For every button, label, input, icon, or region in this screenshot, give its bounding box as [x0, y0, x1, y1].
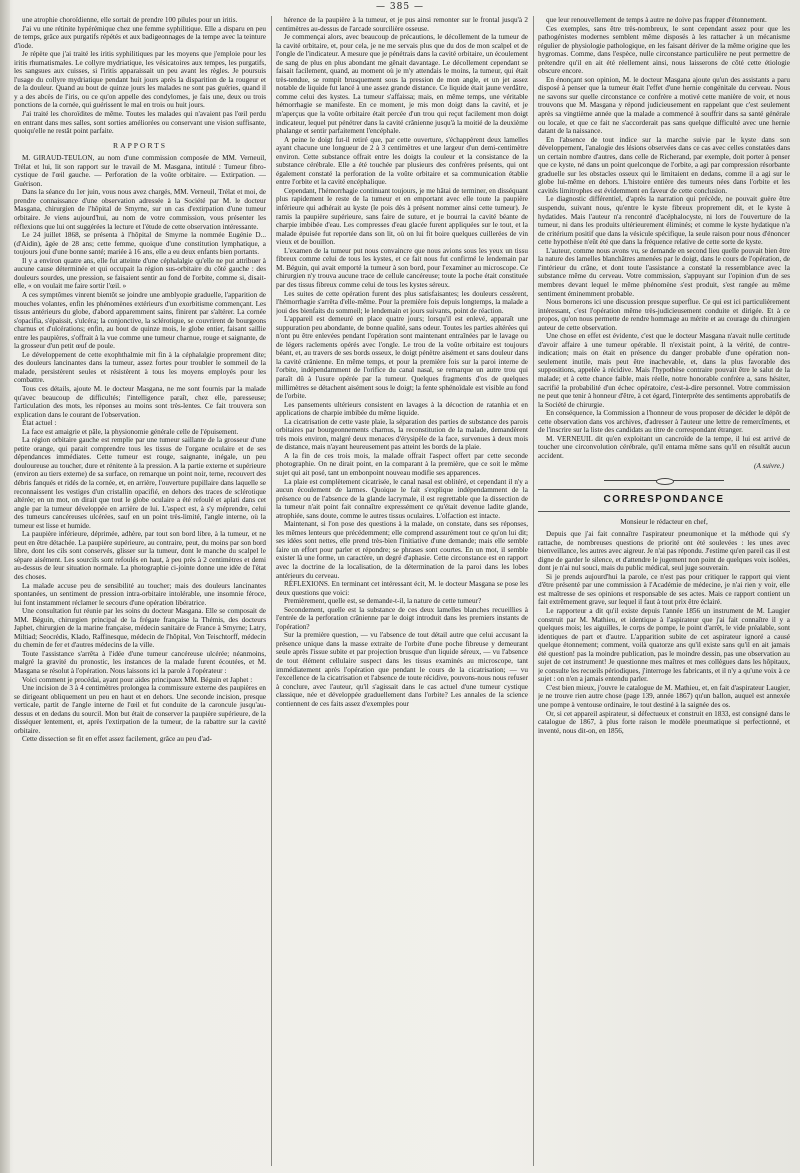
- column-3: [538, 16, 790, 1166]
- paragraph: L'auteur, comme nous avons vu, se demande en second lieu quelle pouvait bien être la nature des lamelles blanchâtres amenées par le doigt, dans le cours de l'opération, de l'intérieur du crâne, et dont toute l'assistance a constaté la ressemblance avec la substance même du cerveau. Votre commission, s'appuyant sur l'opinion d'un de ses membres devant lequel le même phénomène s'est produit, s'est rangée au même sentiment éminemment probable.: [538, 246, 790, 298]
- paragraph: Cette dissection se fit en effet assez facilement, grâce au peu d'ad-: [22, 735, 212, 744]
- paragraph: hérence de la paupière à la tumeur, et je pus ainsi remonter sur le frontal jusqu'à 2 centimètres au-dessus de l'arcade sourcilière osseuse.: [276, 16, 528, 33]
- paragraph: une atrophie choroïdienne, elle sortait de prendre 100 pilules pour un iritis.: [22, 16, 238, 24]
- paragraph: Les suites de cette opération furent des plus satisfaisantes; les douleurs cessèrent, l'hémorrhagie s'arrêta d'elle-même. Pour la première fois depuis longtemps, la malade a joui des bienfaits du sommeil; le lendemain et jours suivants, point de réaction.: [276, 289, 528, 315]
- paragraph: Voici comment je procédai, ayant pour aides principaux MM. Béguin et Japhet :: [22, 675, 253, 684]
- paragraph: Maintenant, si l'on pose des questions à la malade, on constate, dans ses réponses, les mêmes lenteurs que précédemment; elle comprend assurément tout ce qu'on lui dit; ses idées sont nettes, elle prend très-bien l'initiative d'une demande; mais elle semble faire un effort pour parler et répondre; se phrases sont courtes. En un mot, il semble exister là une forme, un caractère, un degré d'aphasie. Cette circonstance est en rapport avec la doctrine de la localisation, de la détermination de la paroi dans les lobes antérieurs du cerveau.: [276, 520, 528, 580]
- column-2-body: [276, 16, 528, 708]
- paragraph: A peine le doigt fut-il retiré que, par cette ouverture, s'échappèrent deux lamelles ayant chacune une longueur de 2 à 3 centimètres et une largeur d'un demi-centimètre environ. Cette substance offrait entre les doigts la couleur et la consistance de la substance cérébrale. Elle a été touchée par plusieurs des confrères présents, qui ont également constaté la perforation de la voûte orbitaire et sa communication établie entre l'orbite et la cavité encéphalique.: [276, 135, 528, 187]
- paragraph: Cependant, l'hémorrhagie continuant toujours, je me hâtai de terminer, en disséquant plus rapidement le reste de la tumeur et en emportant avec elle toute la paupière inférieure qui adhérait au kyste (le pois dès à présent nommer ainsi cette tumeur). Je ramis la paupière supérieure, sans faire de suture, et je bourrai la cavité béante de charpie imbibée d'eau. Les compresses d'eau glacée furent appliquées sur le tout, et la malade épuisée fut reportée dans son lit, où on lui fit boire quelques cuillerées de vin vieux et de bouillon.: [276, 186, 528, 247]
- paragraph: Toute l'assistance s'arrêta à l'idée d'une tumeur cancéreuse ulcérée; néanmoins, malgré la gravité du pronostic, les instances de la malade furent écoutées, et M. Masgana se résolut à l'opération. Nous laissons ici la parole à l'opérateur :: [14, 649, 266, 676]
- column-1: [14, 16, 266, 1166]
- paragraph: Le développement de cette exophthalmie mit fin à la céphalalgie proprement dite; des douleurs lancinantes dans la tumeur, assez fortes pour troubler le sommeil de la malade, persistèrent seules et résistèrent à tous les moyens employés pour les combattre.: [14, 350, 266, 385]
- paragraph: La face est amaigrie et pâle, la physionomie générale celle de l'épuisement.: [22, 427, 239, 436]
- page-number: — 385 —: [376, 2, 424, 12]
- ornamental-divider: [604, 478, 724, 484]
- paragraph: En l'absence de tout indice sur la marche suivie par le kyste dans son développement, l'analogie des lésions observées dans ce cas avec celles constatées dans un certain nombre d'autres, dans celle de Richerand, par exemple, doit porter à penser que ce kyste, né dans un point quelconque de l'orbite, a agi par compression résorbante graduelle sur les obstacles osseux qui le limitaient en dedans, comme il a agi sur le globe lui-même en dehors. L'histoire entière des tumeurs nées dans l'orbite et les cavités limitrophes est évidemment en faveur de cette conclusion.: [538, 135, 790, 195]
- paragraph: RÉFLEXIONS. En terminant cet intéressant écit, M. le docteur Masgana se pose les deux questions que voici:: [276, 580, 528, 597]
- paragraph: J'ai vu une rétinite hypérémique chez une femme syphilitique. Elle a disparu en peu de temps, grâce aux purgatifs répétés et aux badigeonnages de la tempe avec la teinture d'iode.: [14, 24, 266, 50]
- to-be-continued: (A suivre.): [754, 462, 784, 471]
- letter-greeting: Monsieur le rédacteur en chef,: [620, 517, 708, 526]
- text-columns: [14, 16, 792, 1166]
- paragraph: Ces exemples, sans être très-nombreux, le sont cependant assez pour que les pathogénistes modernes semblent même disposés à les rattacher à un mécanisme régulier de physiologie pathologique, en les faisant dériver de la même origine que les hygromas. Comme, dans l'espèce, nulle circonstance particulière ne peut permettre de prétendre qu'il en ait été réellement ainsi, nous laisserons de côté cette étiologie obscure encore.: [538, 24, 790, 76]
- paragraph: Il y a environ quatre ans, elle fut atteinte d'une céphalalgie qu'elle ne put attribuer à aucune cause déterminée et qui occupait la région sus-orbitaire du côté gauche : des douleurs sourdes, une pression, se faisaient sentir au fond de l'orbite, comme si, disait-elle, « on voulait me faire sortir l'œil. »: [14, 256, 266, 291]
- paragraph: Je répète que j'ai traité les iritis syphilitiques par les moyens que j'emploie pour les iritis rhumatismales. Le collyre mydriatique, les vésicatoires aux tempes, les purgatifs, les sangsues aux cuisses, si l'iritis apparaissait un peu avant les règles. Je poursuis l'usage du collyre mydriatique pendant huit jours après la disparition de la rougeur et de la douleur. Quand au bout de quinze jours les malades ne sont pas guéries, quand il y a des abcès de l'iris, ou ce qu'on appelle des condylomes, je fais une, deux ou trois ponctions de la cornée, qui guérissent le mal en trois ou huit jours.: [14, 50, 266, 110]
- paragraph: L'appareil est demeuré en place quatre jours; lorsqu'il est enlevé, apparaît une suppuration peu abondante, de bonne qualité, sans odeur. Toutes les parties altérées qui n'ont pu être enlevées pendant l'opération sont maintenant entraînées par le lavage ou de légers raclements opérés avec l'ongle. Le trou de la voûte orbitaire est toujours béant, et, au travers de ses bords osseux, le doigt pénètre aisément et sans douleur dans la cavité crânienne. En même temps, et pour la première fois sur la paroi interne de l'orbite, indépendamment de l'orifice du canal nasal, se remarque un autre trou qui paraît dû à l'usure opérée par la tumeur. Quelques fragments d'os de quelques millimètres se détachent aisément sous le doigt; la fente sphénoïdale est visible au fond de l'orbite.: [276, 315, 528, 401]
- paragraph: La malade accuse peu de sensibilité au toucher; mais des douleurs lancinantes spontanées, un sentiment de pression intra-orbitaire intolérable, une insomnie féroce, lui font instamment réclamer le secours d'une opération libératrice.: [14, 581, 266, 607]
- paragraph: Le diagnostic différentiel, d'après la narration qui précède, ne pouvait guère être suspendu, suivant nous, qu'entre le kyste fibreux proprement dit, et le kyste à hydatides. Mais l'auteur n'a rencontré d'acéphalocyste, ni lors de l'ouverture de la tumeur, ni dans les produits ultérieurement éliminés; et comme le kyste hydatique n'a de critérium positif que dans la vésicule spécifique, la seule raison pour nous d'énoncer cette hypothèse n'eût été que dans la fréquence relative de cette sorte de kyste.: [538, 195, 790, 247]
- paragraph: La région orbitaire gauche est remplie par une tumeur saillante de la grosseur d'une petite orange, qui parait comprendre tous les tissus de l'organe oculaire et de ses dépendances immédiates. Cette tumeur est rouge, saignante, inégale, un peu douloureuse au toucher, dure et rénitente à la pression. A la partie externe et supérieure (environ au tiers externe) de sa surface, on remarque un point noir, terne, recouvert des débris fanqués et ridés de la cornée, et, en arrière, l'ouverture pupillaire dans laquelle se reconnaissent les vestiges d'un cristallin opacifié, en dehors des traces de sclérotique altérée; en un mot, on dirait que tout le globe oculaire a été refoulé et aplati dans cet angle par la tumeur développée en arrière de lui. L'aspect est, à s'y méprendre, celui des tumeurs cancéreuses ulcérées, sauf en un point très-limité, l'angle interne, où la tumeur est lisse et humide.: [14, 436, 266, 530]
- paragraph: Secondement, quelle est la substance de ces deux lamelles blanches recueillies à l'entrée de la perforation crânienne par le doigt introduit dans les premiers instants de l'opération?: [276, 605, 528, 631]
- paragraph: Je commençai alors, avec beaucoup de précautions, le décollement de la tumeur de la cavité orbitaire, et, pour cela, je ne me servais plus que du dos de mon scalpel et de l'ongle de l'indicateur. A mesure que je pénétrais dans la cavité orbitaire, un écoulement de sang de plus en plus abondant me gênait davantage. Le décollement cependant se faisait facilement, quand, au moment où je m'y attendais le moins, la tumeur, qui était très-tendue, se rompit brusquement sous la pression de mon angle, et un jet assez notable de liquide fut lancé à une assez grande distance. Ce liquide était jaune verdâtre, comme celui des kystes. La tumeur s'affaissa; mais, en même temps, une véritable hémorrhagie se manifeste. En ce moment, je mis mon doigt dans la cavité, et je m'aperçus que la voûte orbitaire était percée d'un trou qui reçut facilement mon doigt indicateur, lequel put pénétrer dans la cavité crânienne jusqu'à la moitié de la deuxième phalange et sentir parfaitement l'encéphale.: [276, 33, 528, 136]
- paragraph: Une consultation fut réunie par les soins du docteur Masgana. Elle se composait de MM. Béguin, chirurgien principal de la frégate française la Thémis, des docteurs Japhet, chirurgien de la marine française, médecin sanitaire de France à Smyrne; Latry, Miltiad; Seocrédis, Klado, Raffinesque, médecin de l'hôpital, Von Teischtorff, médecin du chemin de fer et d'autres médecins de la ville.: [14, 607, 266, 650]
- section-rule: [538, 489, 790, 490]
- paragraph: La plaie est complètement cicatrisée, le canal nasal est oblitéré, et cependant il n'y a aucun écoulement de larmes. Quoique le fait s'explique indépendamment de la présence ou de l'absence de la glande lacrymale, il est regrettable que la dissection de la tumeur n'ait point fait connaître expressément ce qu'était devenue ladite glande, atrophiée, sans doute, comme le autres tissus oculaires. L'olfaction est intacte.: [276, 477, 528, 520]
- rapports-heading: RAPPORTS: [113, 140, 167, 150]
- paragraph: Premièrement, quelle est, se demande-t-il, la nature de cette tumeur?: [284, 597, 482, 606]
- paragraph: M. GIRAUD-TEULON, au nom d'une commission composée de MM. Verneuil, Trélat et lui, lit son rapport sur le travail de M. Masgana, intitulé : Tumeur fibro-cystique de l'œil gauche. — Perforation de la voûte orbitaire. — Extirpation. — Guérison.: [14, 154, 266, 188]
- page-binding-edge: [0, 0, 10, 1173]
- paragraph: Si je prends aujourd'hui la parole, ce n'est pas pour critiquer le rapport qui vient d'être présenté par une commission à l'Académie de médecine, je n'ai rien y voir, elle est maîtresse de ses opinions et responsable de ses actes. Mais ce rapport contient un fait extrêmement grave, sur lequel il faut à tout prix être éclairé.: [538, 572, 790, 607]
- paragraph: Depuis que j'ai fait connaître l'aspirateur pneumonique et la méthode qui s'y rattache, de nombreuses questions de priorité ont été soulevées : les unes avec bienveillance, les autres avec aigreur. Je n'ai pas répondu. J'estime qu'en pareil cas il est digne de garder le silence, et d'attendre le jugement non point de quelques voix isolées, dont je n'ai nul souci, mais du public médical, seul juge souverain.: [538, 530, 790, 573]
- paragraph: Le rapporteur a dit qu'il existe depuis l'année 1856 un instrument de M. Laugier construit par M. Mathieu, et identique à l'aspirateur que j'ai fait connaître il y a quelques mois; les aiguilles, le corps de pompe, le point d'arrêt, le vide préalable, sont identiques de part et d'autre. L'apparition subite de cet aspirateur ignoré a causé quelque étonnement; comment, voilà quatorze ans qu'il existe sans qu'il en ait jamais été question! pas la moindre publication, pas le moindre dessin, pas une observation au sujet de cet instrument! Je questionne mes maîtres et mes collègues dans les hôpitaux, je consulte les recueils périodiques, j'interroge les fabricants, et il n'y a qu'une voix à ce sujet : on n'en a jamais entendu parler.: [538, 607, 790, 684]
- paragraph: J'ai traité les choroïdites de même. Toutes les malades qui n'avaient pas l'œil perdu en entrant dans mes salles, sont sorties améliorées ou conservant une vision suffisante, quoiqu'elle ne restât point parfaite.: [14, 110, 266, 136]
- paragraph: Les pansements ultérieurs consistent en lavages à la décoction de ratanhia et en applications de charpie imbibée du même liquide.: [276, 400, 528, 418]
- column-3-body: [538, 16, 790, 460]
- column-1-intro: [14, 16, 266, 136]
- column-divider: [271, 16, 272, 1166]
- paragraph: Dans la séance du 1er juin, vous nous avez chargés, MM. Verneuil, Trélat et moi, de prendre connaissance d'une observation adressée à la Société par M. le docteur Masgana, chirurgien de l'hôpital de Smyrne, sur un cas d'extirpation d'une tumeur orbitaire. Je viens aujourd'hui, au nom de votre commission, vous présenter les réflexions que lui ont suggérées la lecture et l'étude de cette observation intéressante.: [14, 188, 266, 231]
- column-divider: [533, 16, 534, 1166]
- paragraph: A ces symptômes vinrent bientôt se joindre une amblyopie graduelle, l'apparition de mouches volantes, enfin les phénomènes extérieurs d'un exorbitisme commençant. Les tissus antérieurs du globe, d'abord apparemment sains, finirent par s'altérer. La cornée s'opacifia, s'épaissit, s'ulcéra; la conjonctive, la sclérotique, se couvrirent de bourgeons charnus et d'ulcérations; enfin, au bout de quinze mois, le globe entier, faisant saillie entre les paupières, s'offrait à la vue comme une tumeur charnue, rouge et saignante, de la grosseur d'un petit œuf de poule.: [14, 290, 266, 351]
- paragraph: La cicatrisation de cette vaste plaie, la séparation des parties de substance des parois orbitaires par bourgeonnements charnus, la reconstitution de la malade, demandèrent très mois environ, malgré deux menaces d'érysipèle de la face, survenues à deux mois de distance, mais n'ayant heureusement pas atteint les bords de la plaie.: [276, 417, 528, 452]
- paragraph: Or, si cet appareil aspirateur, si défectueux et construit en 1833, est consigné dans le catalogue de 1867, à plus forte raison le modèle pneumatique si perfectionné, et inventé, nous dit-on, en 1856,: [538, 709, 790, 735]
- rapports-body: [14, 154, 266, 744]
- paragraph: Tous ces détails, ajoute M. le docteur Masgana, ne me sont fournis par la malade qu'avec beaucoup de difficultés; l'intelligence paraît, chez elle, paresseuse; l'articulation des mots, les réponses au moins sont très-lentes. Ce fait trouvera son explication dans le courant de l'observation.: [14, 384, 266, 419]
- paragraph: Le 24 juillet 1868, se présenta à l'hôpital de Smyrne la nommée Eugénie D... (d'Aidin), âgée de 28 ans; cette femme, quoique d'une constitution lymphatique, a toujours joui d'une bonne santé; mariée à 16 ans, elle a eu deux enfants bien portants.: [14, 231, 266, 257]
- paragraph: La paupière inférieure, déprimée, adhère, par tout son bord libre, à la tumeur, et ne peut en être détachée. La paupière supérieure, au contraire, peut, du moins par son bord libre, dont les cils sont conservés, glisser sur la tumeur, dont le manche du scalpel le sépare aisément. Les sourcils sont refoulés en haut, à peu près à 2 centimètres et demi au-dessus de leur situation normale. La photographie ci-jointe donne une idée de l'état des choses.: [14, 530, 266, 581]
- paragraph: Sur la première question, — vu l'absence de tout détail autre que celui accusant la présence unique dans la masse extraite de l'orbite d'une poche fibreuse y demeurant seule après l'issue subite et par projection brusque d'un liquide séreux, — vu l'absence de tout élément cellulaire suspect dans les tissus examinés au microscope, tant immédiatement après l'opération que pendant le cours de la cicatrisation; — vu l'excellence de la cicatrisation et l'absence de toute récidive, pouvons-nous nous refuser à conclure, avec l'auteur, qu'il s'agissait dans le cas actuel d'une tumeur cystique classique, née et développée graduellement dans l'orbite? Les annales de la science contiennent de ces faits assez d'exemples pour: [276, 631, 528, 708]
- paragraph: Nous bornerons ici une discussion presque superflue. Ce qui est ici particulièrement intéressant, c'est l'opération même très-judicieusement conduite et dirigée. Et à ce propos, qu'on nous permette de rendre hommage au mérite et au courage du chirurgien auteur de cette observation.: [538, 298, 790, 332]
- correspondance-heading: CORRESPONDANCE: [603, 493, 725, 505]
- paragraph: État actuel :: [22, 419, 57, 428]
- letter-body: [538, 530, 790, 735]
- paragraph: Une chose en effet est évidente, c'est que le docteur Masgana n'avait nulle certitude d'avoir affaire à une tumeur opérable. Il n'existait point, à la vérité, de contre-indication; mais on était en présence du danger probable d'une opération non-seulement inutile, mais peut être inachevable, et, dans la plus favorable des suppositions, appelée à récidive. Mais l'hypothèse contraire pouvait être le salut de la malade; et à cette chance faible, mais réelle, notre honorable confrère a, sans hésiter, sacrifié la probabilité d'un échec opératoire, c'est-à-dire personnel. Votre commission ne peut que tenir à honneur d'être, à cet égard, l'interprète des sentiments approbatifs de la Société de chirurgie.: [538, 332, 790, 409]
- paragraph: M. VERNEUIL dit qu'en exploitant un cancroïde de la tempe, il lui est arrivé de toucher une circonvolution cérébrale, qu'il entama même sans qu'il en résultât aucun accident.: [538, 434, 790, 460]
- paragraph: C'est bien mieux, j'ouvre le catalogue de M. Mathieu, et, en fait d'aspirateur Laugier, je ne trouve rien autre chose (page 139, année 1867) qu'un ballon, auquel est annexée une pompe à ventouse ordinaire, le tout destiné à la saignée des os.: [538, 683, 790, 710]
- paragraph: En conséquence, la Commission a l'honneur de vous proposer de décider le dépôt de cette observation dans vos archives, d'adresser à l'auteur une lettre de remercîments, et de l'inscrire sur la liste des candidats au titre de correspondant étranger.: [538, 409, 790, 435]
- column-2: [276, 16, 528, 1166]
- paragraph: Une incision de 3 à 4 centimètres prolongea la commissure externe des paupières en se dirigeant obliquement un peu en haut et en dehors. Une seconde incision, presque verticale, partit de l'angle interne de l'œil et fut conduite de la caroncule jusqu'au-dessus et en dedans du sourcil. Mon but était de conserver la paupière supérieure, de la disséquer lentement, et, après l'extirpation de la tumeur, de la rabattre sur la cavité orbitaire.: [14, 684, 266, 735]
- paragraph: que leur renouvellement de temps à autre ne doive pas frapper d'étonnement.: [546, 16, 767, 24]
- paragraph: L'examen de la tumeur put nous convaincre que nous avions sous les yeux un tissu fibreux comme celui de tous les kystes, et ce fait nous fut confirmé le lendemain par M. Béguin, qui avait emporté la tumeur à son bord, pour l'examiner au microscope. Ce chirurgien n'y trouva aucune trace de cellule cancéreuse; toute la poche était constituée par des tissus fibreux comme celui de tous les kystes séreux.: [276, 246, 528, 289]
- paragraph: A la fin de ces trois mois, la malade offrait l'aspect offert par cette seconde photographie. On ne dirait point, en la comparant à la première, que ce soit le même sujet qui ait posé, tant un embonpoint nouveau modifie ses apparences.: [276, 451, 528, 477]
- paragraph: En énonçant son opinion, M. le docteur Masgana ajoute qu'un des assistants a paru disposé à penser que la tumeur était l'effet d'une hernie congénitale du cerveau. Nous ne savons sur quelle circonstance ce confrère a motivé cette manière de voir, et nous trouvons que M. Masgana y répond judicieusement en rappelant que c'est seulement après sa vingtième année que la malade a commencé à souffrir dans sa santé générale ou locale, et que ce fait ne s'accorderait pas sans quelque difficulté avec une hernie datant de la naissance.: [538, 75, 790, 136]
- section-rule: [538, 511, 790, 512]
